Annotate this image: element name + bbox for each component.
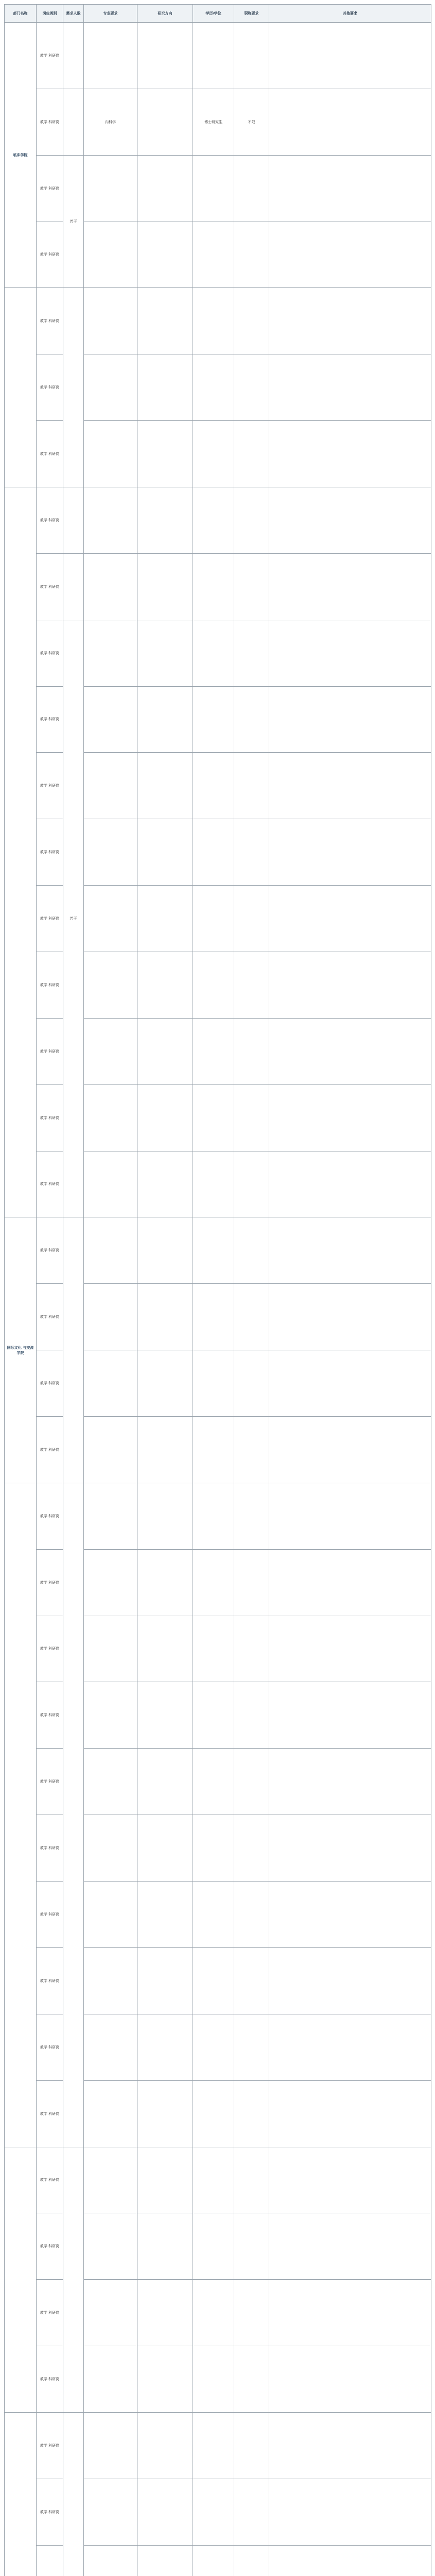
title-requirement-cell: [234, 2213, 269, 2280]
title-requirement-cell: [234, 2412, 269, 2479]
title-requirement-cell: [234, 1084, 269, 1151]
table-body: [5, 23, 431, 2576]
research-direction-cell: [137, 1882, 193, 1948]
department-cell: [5, 487, 37, 1217]
title-requirement-cell: [234, 819, 269, 886]
research-direction-cell: [137, 819, 193, 886]
title-requirement-cell: [234, 1417, 269, 1483]
table-row: [5, 487, 431, 554]
title-requirement-cell: [234, 886, 269, 952]
other-requirements-cell: [269, 2147, 431, 2213]
degree-cell: [193, 886, 234, 952]
headcount-cell: [63, 1483, 84, 2147]
research-direction-cell: [137, 753, 193, 819]
degree-cell: [193, 2014, 234, 2080]
research-direction-cell: [137, 2280, 193, 2346]
degree-cell: [193, 2213, 234, 2280]
other-requirements-cell: [269, 1284, 431, 1350]
post-category-cell: 教学 科研岗: [37, 1483, 63, 1549]
title-requirement-cell: [234, 487, 269, 554]
post-category-cell: 教学 科研岗: [37, 421, 63, 487]
post-category-cell: 教学 科研岗: [37, 952, 63, 1019]
post-category-cell: 教学 科研岗: [37, 1947, 63, 2014]
degree-cell: [193, 1284, 234, 1350]
table-row: [5, 89, 431, 155]
major-cell: [84, 1947, 137, 2014]
major-cell: [84, 2080, 137, 2147]
major-cell: [84, 155, 137, 222]
title-requirement-cell: [234, 2280, 269, 2346]
major-cell: [84, 1749, 137, 1815]
research-direction-cell: [137, 487, 193, 554]
headcount-cell: [63, 553, 84, 620]
title-requirement-cell: 不限: [234, 89, 269, 155]
degree-cell: [193, 2346, 234, 2413]
title-requirement-cell: [234, 2080, 269, 2147]
post-category-cell: 教学 科研岗: [37, 1217, 63, 1284]
other-requirements-cell: [269, 1947, 431, 2014]
title-requirement-cell: [234, 23, 269, 89]
headcount-cell: [63, 1217, 84, 1483]
title-requirement-cell: [234, 1483, 269, 1549]
post-category-cell: 教学 科研岗: [37, 1417, 63, 1483]
title-requirement-cell: [234, 1882, 269, 1948]
research-direction-cell: [137, 421, 193, 487]
degree-cell: [193, 2479, 234, 2545]
headcount-cell: 若干: [63, 155, 84, 288]
table-row: [5, 1217, 431, 1284]
department-cell: [5, 288, 37, 487]
post-category-cell: 教学 科研岗: [37, 1815, 63, 1882]
department-cell: 国际文化 与交流学院: [5, 1217, 37, 1483]
degree-cell: [193, 2147, 234, 2213]
title-requirement-cell: [234, 421, 269, 487]
header-headcount: 需求人数: [63, 5, 84, 23]
other-requirements-cell: [269, 2213, 431, 2280]
header-other-requirements: 其他要求: [269, 5, 431, 23]
other-requirements-cell: [269, 2014, 431, 2080]
research-direction-cell: [137, 155, 193, 222]
post-category-cell: [37, 2545, 63, 2576]
other-requirements-cell: [269, 487, 431, 554]
research-direction-cell: [137, 2213, 193, 2280]
post-category-cell: 教学 科研岗: [37, 886, 63, 952]
major-cell: [84, 1616, 137, 1682]
post-category-cell: 教学 科研岗: [37, 222, 63, 288]
research-direction-cell: [137, 1018, 193, 1084]
research-direction-cell: [137, 2545, 193, 2576]
major-cell: [84, 952, 137, 1019]
headcount-cell: [63, 487, 84, 554]
headcount-cell: 若干: [63, 620, 84, 1217]
table-row: [5, 1483, 431, 1549]
title-requirement-cell: [234, 952, 269, 1019]
major-cell: [84, 288, 137, 354]
department-cell: [5, 2412, 37, 2576]
research-direction-cell: [137, 553, 193, 620]
major-cell: [84, 1682, 137, 1749]
title-requirement-cell: [234, 2479, 269, 2545]
title-requirement-cell: [234, 2346, 269, 2413]
degree-cell: [193, 753, 234, 819]
degree-cell: 博士研究生: [193, 89, 234, 155]
major-cell: [84, 1882, 137, 1948]
research-direction-cell: [137, 620, 193, 686]
post-category-cell: 教学 科研岗: [37, 2280, 63, 2346]
degree-cell: [193, 1947, 234, 2014]
research-direction-cell: [137, 23, 193, 89]
title-requirement-cell: [234, 354, 269, 421]
research-direction-cell: [137, 222, 193, 288]
post-category-cell: 教学 科研岗: [37, 1882, 63, 1948]
other-requirements-cell: [269, 1217, 431, 1284]
other-requirements-cell: [269, 1815, 431, 1882]
department-cell: [5, 1483, 37, 2147]
research-direction-cell: [137, 1151, 193, 1217]
major-cell: [84, 686, 137, 753]
other-requirements-cell: [269, 421, 431, 487]
headcount-cell: [63, 89, 84, 155]
major-cell: [84, 620, 137, 686]
research-direction-cell: [137, 2412, 193, 2479]
major-cell: [84, 2014, 137, 2080]
research-direction-cell: [137, 1483, 193, 1549]
research-direction-cell: [137, 686, 193, 753]
research-direction-cell: [137, 2346, 193, 2413]
post-category-cell: 教学 科研岗: [37, 2412, 63, 2479]
degree-cell: [193, 1217, 234, 1284]
major-cell: [84, 553, 137, 620]
table-row: [5, 553, 431, 620]
table-row: [5, 2412, 431, 2479]
post-category-cell: 教学 科研岗: [37, 1084, 63, 1151]
department-cell: [5, 2147, 37, 2412]
post-category-cell: 教学 科研岗: [37, 686, 63, 753]
header-post-category: 岗位类别: [37, 5, 63, 23]
post-category-cell: 教学 科研岗: [37, 2147, 63, 2213]
title-requirement-cell: [234, 1549, 269, 1616]
header-department: 部门名称: [5, 5, 37, 23]
other-requirements-cell: [269, 1417, 431, 1483]
research-direction-cell: [137, 1350, 193, 1417]
other-requirements-cell: [269, 753, 431, 819]
major-cell: [84, 23, 137, 89]
other-requirements-cell: [269, 222, 431, 288]
other-requirements-cell: [269, 2479, 431, 2545]
post-category-cell: 教学 科研岗: [37, 2080, 63, 2147]
other-requirements-cell: [269, 1151, 431, 1217]
other-requirements-cell: [269, 1018, 431, 1084]
table-row: [5, 155, 431, 222]
header-title-requirement: 职称要求: [234, 5, 269, 23]
degree-cell: [193, 952, 234, 1019]
title-requirement-cell: [234, 1947, 269, 2014]
major-cell: [84, 1350, 137, 1417]
title-requirement-cell: [234, 753, 269, 819]
post-category-cell: 教学 科研岗: [37, 2213, 63, 2280]
other-requirements-cell: [269, 1882, 431, 1948]
post-category-cell: 教学 科研岗: [37, 1018, 63, 1084]
other-requirements-cell: [269, 1616, 431, 1682]
title-requirement-cell: [234, 1749, 269, 1815]
headcount-cell: [63, 288, 84, 487]
other-requirements-cell: [269, 1682, 431, 1749]
major-cell: [84, 1284, 137, 1350]
other-requirements-cell: [269, 952, 431, 1019]
degree-cell: [193, 1882, 234, 1948]
post-category-cell: 教学 科研岗: [37, 553, 63, 620]
major-cell: [84, 2346, 137, 2413]
table-row: [5, 620, 431, 686]
other-requirements-cell: [269, 354, 431, 421]
title-requirement-cell: [234, 1350, 269, 1417]
table-header-row: [5, 5, 431, 23]
research-direction-cell: [137, 1682, 193, 1749]
major-cell: [84, 2213, 137, 2280]
major-cell: [84, 421, 137, 487]
title-requirement-cell: [234, 2147, 269, 2213]
research-direction-cell: [137, 886, 193, 952]
major-cell: [84, 1217, 137, 1284]
research-direction-cell: [137, 1217, 193, 1284]
other-requirements-cell: [269, 1084, 431, 1151]
title-requirement-cell: [234, 1616, 269, 1682]
degree-cell: [193, 354, 234, 421]
post-category-cell: 教学 科研岗: [37, 620, 63, 686]
major-cell: [84, 487, 137, 554]
major-cell: [84, 1151, 137, 1217]
degree-cell: [193, 2280, 234, 2346]
degree-cell: [193, 1483, 234, 1549]
major-cell: [84, 354, 137, 421]
major-cell: [84, 1018, 137, 1084]
title-requirement-cell: [234, 1682, 269, 1749]
research-direction-cell: [137, 1947, 193, 2014]
major-cell: [84, 1084, 137, 1151]
other-requirements-cell: [269, 2412, 431, 2479]
post-category-cell: 教学 科研岗: [37, 753, 63, 819]
research-direction-cell: [137, 288, 193, 354]
post-category-cell: 教学 科研岗: [37, 1749, 63, 1815]
research-direction-cell: [137, 1417, 193, 1483]
title-requirement-cell: [234, 620, 269, 686]
degree-cell: [193, 1018, 234, 1084]
title-requirement-cell: [234, 155, 269, 222]
other-requirements-cell: [269, 1749, 431, 1815]
title-requirement-cell: [234, 1151, 269, 1217]
major-cell: [84, 1815, 137, 1882]
recruitment-table: [4, 4, 431, 2576]
major-cell: [84, 1549, 137, 1616]
post-category-cell: 教学 科研岗: [37, 1616, 63, 1682]
degree-cell: [193, 487, 234, 554]
other-requirements-cell: [269, 2545, 431, 2576]
title-requirement-cell: [234, 1018, 269, 1084]
research-direction-cell: [137, 2014, 193, 2080]
header-degree: 学历/学位: [193, 5, 234, 23]
other-requirements-cell: [269, 155, 431, 222]
header-research-direction: 研究方向: [137, 5, 193, 23]
degree-cell: [193, 1549, 234, 1616]
post-category-cell: 教学 科研岗: [37, 288, 63, 354]
post-category-cell: 教学 科研岗: [37, 819, 63, 886]
degree-cell: [193, 819, 234, 886]
other-requirements-cell: [269, 1350, 431, 1417]
headcount-cell: [63, 2147, 84, 2412]
major-cell: [84, 753, 137, 819]
other-requirements-cell: [269, 620, 431, 686]
department-cell: 临床学院: [5, 23, 37, 288]
degree-cell: [193, 222, 234, 288]
major-cell: [84, 2280, 137, 2346]
post-category-cell: 教学 科研岗: [37, 2479, 63, 2545]
major-cell: [84, 2412, 137, 2479]
title-requirement-cell: [234, 2545, 269, 2576]
title-requirement-cell: [234, 686, 269, 753]
major-cell: [84, 2147, 137, 2213]
other-requirements-cell: [269, 23, 431, 89]
research-direction-cell: [137, 1749, 193, 1815]
research-direction-cell: [137, 1084, 193, 1151]
post-category-cell: 教学 科研岗: [37, 1549, 63, 1616]
degree-cell: [193, 686, 234, 753]
title-requirement-cell: [234, 288, 269, 354]
other-requirements-cell: [269, 553, 431, 620]
major-cell: [84, 222, 137, 288]
degree-cell: [193, 23, 234, 89]
other-requirements-cell: [269, 2280, 431, 2346]
post-category-cell: 教学 科研岗: [37, 155, 63, 222]
post-category-cell: 教学 科研岗: [37, 1151, 63, 1217]
other-requirements-cell: [269, 2080, 431, 2147]
research-direction-cell: [137, 2080, 193, 2147]
degree-cell: [193, 1417, 234, 1483]
degree-cell: [193, 288, 234, 354]
degree-cell: [193, 1682, 234, 1749]
post-category-cell: 教学 科研岗: [37, 487, 63, 554]
degree-cell: [193, 1749, 234, 1815]
title-requirement-cell: [234, 2014, 269, 2080]
post-category-cell: 教学 科研岗: [37, 1284, 63, 1350]
degree-cell: [193, 1151, 234, 1217]
degree-cell: [193, 1350, 234, 1417]
title-requirement-cell: [234, 1815, 269, 1882]
other-requirements-cell: [269, 2346, 431, 2413]
research-direction-cell: [137, 1549, 193, 1616]
degree-cell: [193, 2412, 234, 2479]
other-requirements-cell: [269, 89, 431, 155]
major-cell: [84, 1483, 137, 1549]
table-row: [5, 288, 431, 354]
table-row: [5, 23, 431, 89]
degree-cell: [193, 620, 234, 686]
title-requirement-cell: [234, 553, 269, 620]
degree-cell: [193, 421, 234, 487]
degree-cell: [193, 1084, 234, 1151]
other-requirements-cell: [269, 686, 431, 753]
research-direction-cell: [137, 2147, 193, 2213]
research-direction-cell: [137, 1284, 193, 1350]
degree-cell: [193, 2080, 234, 2147]
other-requirements-cell: [269, 819, 431, 886]
post-category-cell: 教学 科研岗: [37, 2014, 63, 2080]
degree-cell: [193, 2545, 234, 2576]
headcount-cell: [63, 2412, 84, 2576]
research-direction-cell: [137, 1616, 193, 1682]
title-requirement-cell: [234, 222, 269, 288]
table-row: [5, 2147, 431, 2213]
major-cell: [84, 819, 137, 886]
other-requirements-cell: [269, 886, 431, 952]
research-direction-cell: [137, 1815, 193, 1882]
title-requirement-cell: [234, 1217, 269, 1284]
research-direction-cell: [137, 89, 193, 155]
degree-cell: [193, 553, 234, 620]
research-direction-cell: [137, 354, 193, 421]
degree-cell: [193, 1616, 234, 1682]
degree-cell: [193, 1815, 234, 1882]
post-category-cell: 教学 科研岗: [37, 2346, 63, 2413]
title-requirement-cell: [234, 1284, 269, 1350]
header-major: 专业要求: [84, 5, 137, 23]
research-direction-cell: [137, 952, 193, 1019]
degree-cell: [193, 155, 234, 222]
major-cell: [84, 886, 137, 952]
research-direction-cell: [137, 2479, 193, 2545]
post-category-cell: 教学 科研岗: [37, 1682, 63, 1749]
major-cell: [84, 1417, 137, 1483]
post-category-cell: 教学 科研岗: [37, 23, 63, 89]
other-requirements-cell: [269, 1549, 431, 1616]
major-cell: 内科学: [84, 89, 137, 155]
post-category-cell: 教学 科研岗: [37, 89, 63, 155]
post-category-cell: 教学 科研岗: [37, 1350, 63, 1417]
major-cell: [84, 2479, 137, 2545]
headcount-cell: [63, 23, 84, 89]
post-category-cell: 教学 科研岗: [37, 354, 63, 421]
other-requirements-cell: [269, 288, 431, 354]
major-cell: [84, 2545, 137, 2576]
other-requirements-cell: [269, 1483, 431, 1549]
